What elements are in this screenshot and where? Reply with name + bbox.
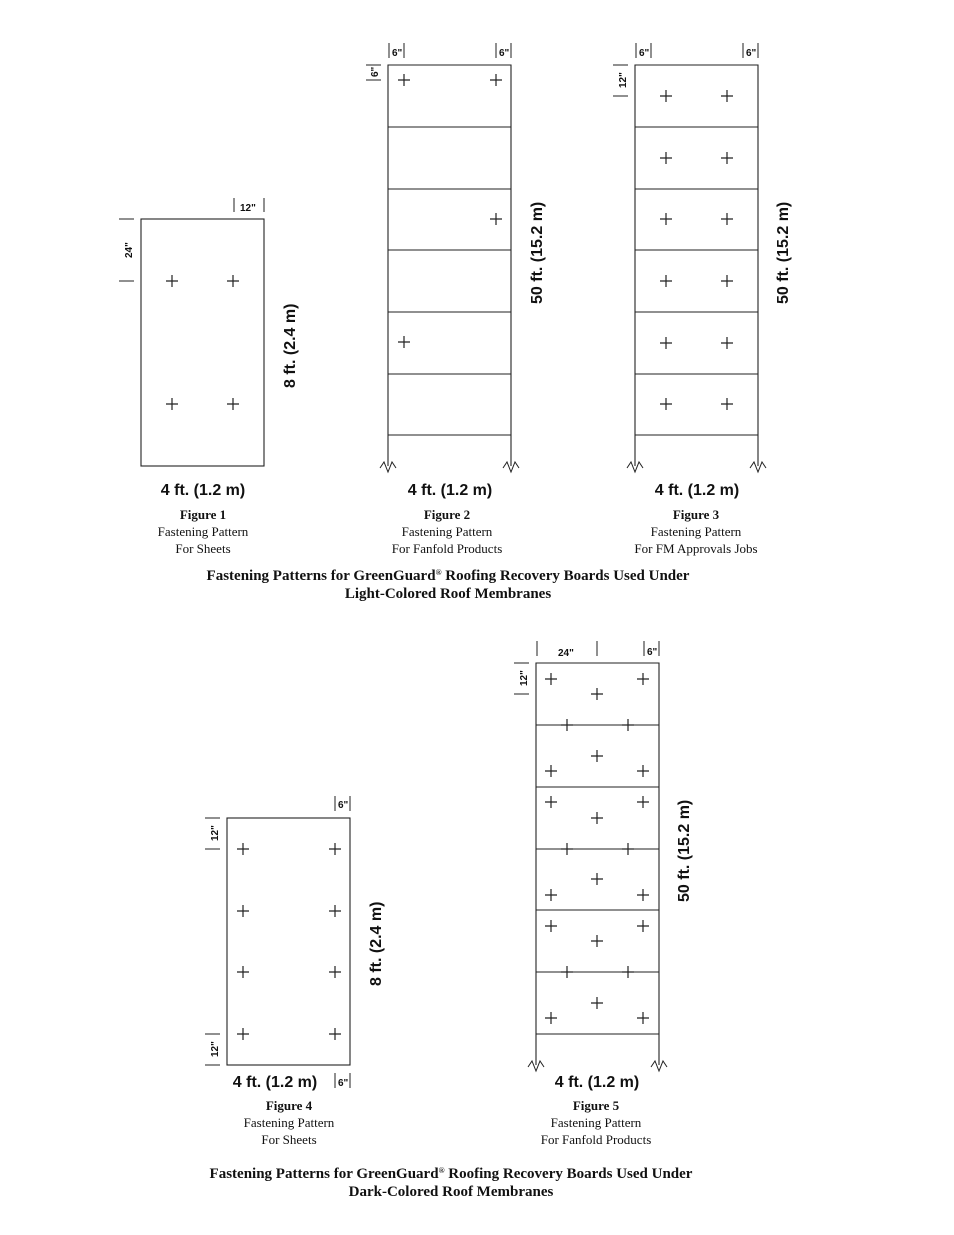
length-label: 50 ft. (15.2 m) [676,799,693,902]
dimension-6in: 6" [639,48,650,59]
width-label: 4 ft. (1.2 m) [554,1074,640,1091]
dimension-12in: 12" [519,670,530,686]
figure-description: Fastening Pattern [650,524,742,539]
figure-description: For Sheets [175,541,231,556]
figure-4 [205,796,385,1147]
figure-description: Fastening Pattern [550,1115,642,1130]
length-label: 8 ft. (2.4 m) [282,303,299,388]
figure-description: Fastening Pattern [157,524,249,539]
section-caption-dark [210,1166,693,1200]
width-label: 4 ft. (1.2 m) [232,1074,318,1091]
figure-description: For Fanfold Products [540,1132,652,1147]
width-label: 4 ft. (1.2 m) [654,482,740,499]
caption-line: Light-Colored Roof Membranes [344,586,552,602]
dimension-24in: 24" [124,242,135,258]
caption-line: Fastening Patterns for GreenGuard® Roofing Recovery Boards Used Under [206,568,690,584]
caption-line: Dark-Colored Roof Membranes [348,1184,554,1200]
dimension-12in: 12" [618,72,629,88]
figure-1 [119,198,299,556]
section-caption-light [207,568,690,602]
figure-description: For Fanfold Products [391,541,503,556]
dimension-6in: 6" [746,48,757,59]
dimension-6in: 6" [370,66,381,77]
figure-title: Figure 5 [572,1098,620,1113]
sheet-board [141,219,264,466]
length-label: 50 ft. (15.2 m) [775,201,792,304]
figure-5 [514,641,693,1147]
dimension-6in: 6" [338,1078,349,1089]
figure-description: Fastening Pattern [401,524,493,539]
figure-description: For Sheets [261,1132,317,1147]
dimension-6in: 6" [647,647,658,658]
length-label: 8 ft. (2.4 m) [368,901,385,986]
length-label: 50 ft. (15.2 m) [529,201,546,304]
figure-title: Figure 3 [672,507,720,522]
dimension-12in: 12" [210,1041,221,1057]
figure-2 [366,43,546,556]
dimension-6in: 6" [338,800,349,811]
width-label: 4 ft. (1.2 m) [160,482,246,499]
sheet-board [227,818,350,1065]
fanfold-board [635,65,758,466]
figure-3 [613,43,792,556]
caption-line: Fastening Patterns for GreenGuard® Roofing Recovery Boards Used Under [209,1166,693,1182]
width-label: 4 ft. (1.2 m) [407,482,493,499]
fanfold-board [388,65,511,466]
dimension-12in: 12" [210,825,221,841]
figure-description: Fastening Pattern [243,1115,335,1130]
dimension-12in: 12" [240,203,256,214]
figure-title: Figure 2 [423,507,471,522]
dimension-6in: 6" [499,48,510,59]
dimension-24in: 24" [558,648,574,659]
figure-description: For FM Approvals Jobs [634,541,758,556]
dimension-6in: 6" [392,48,403,59]
figure-title: Figure 4 [265,1098,313,1113]
figure-title: Figure 1 [179,507,227,522]
